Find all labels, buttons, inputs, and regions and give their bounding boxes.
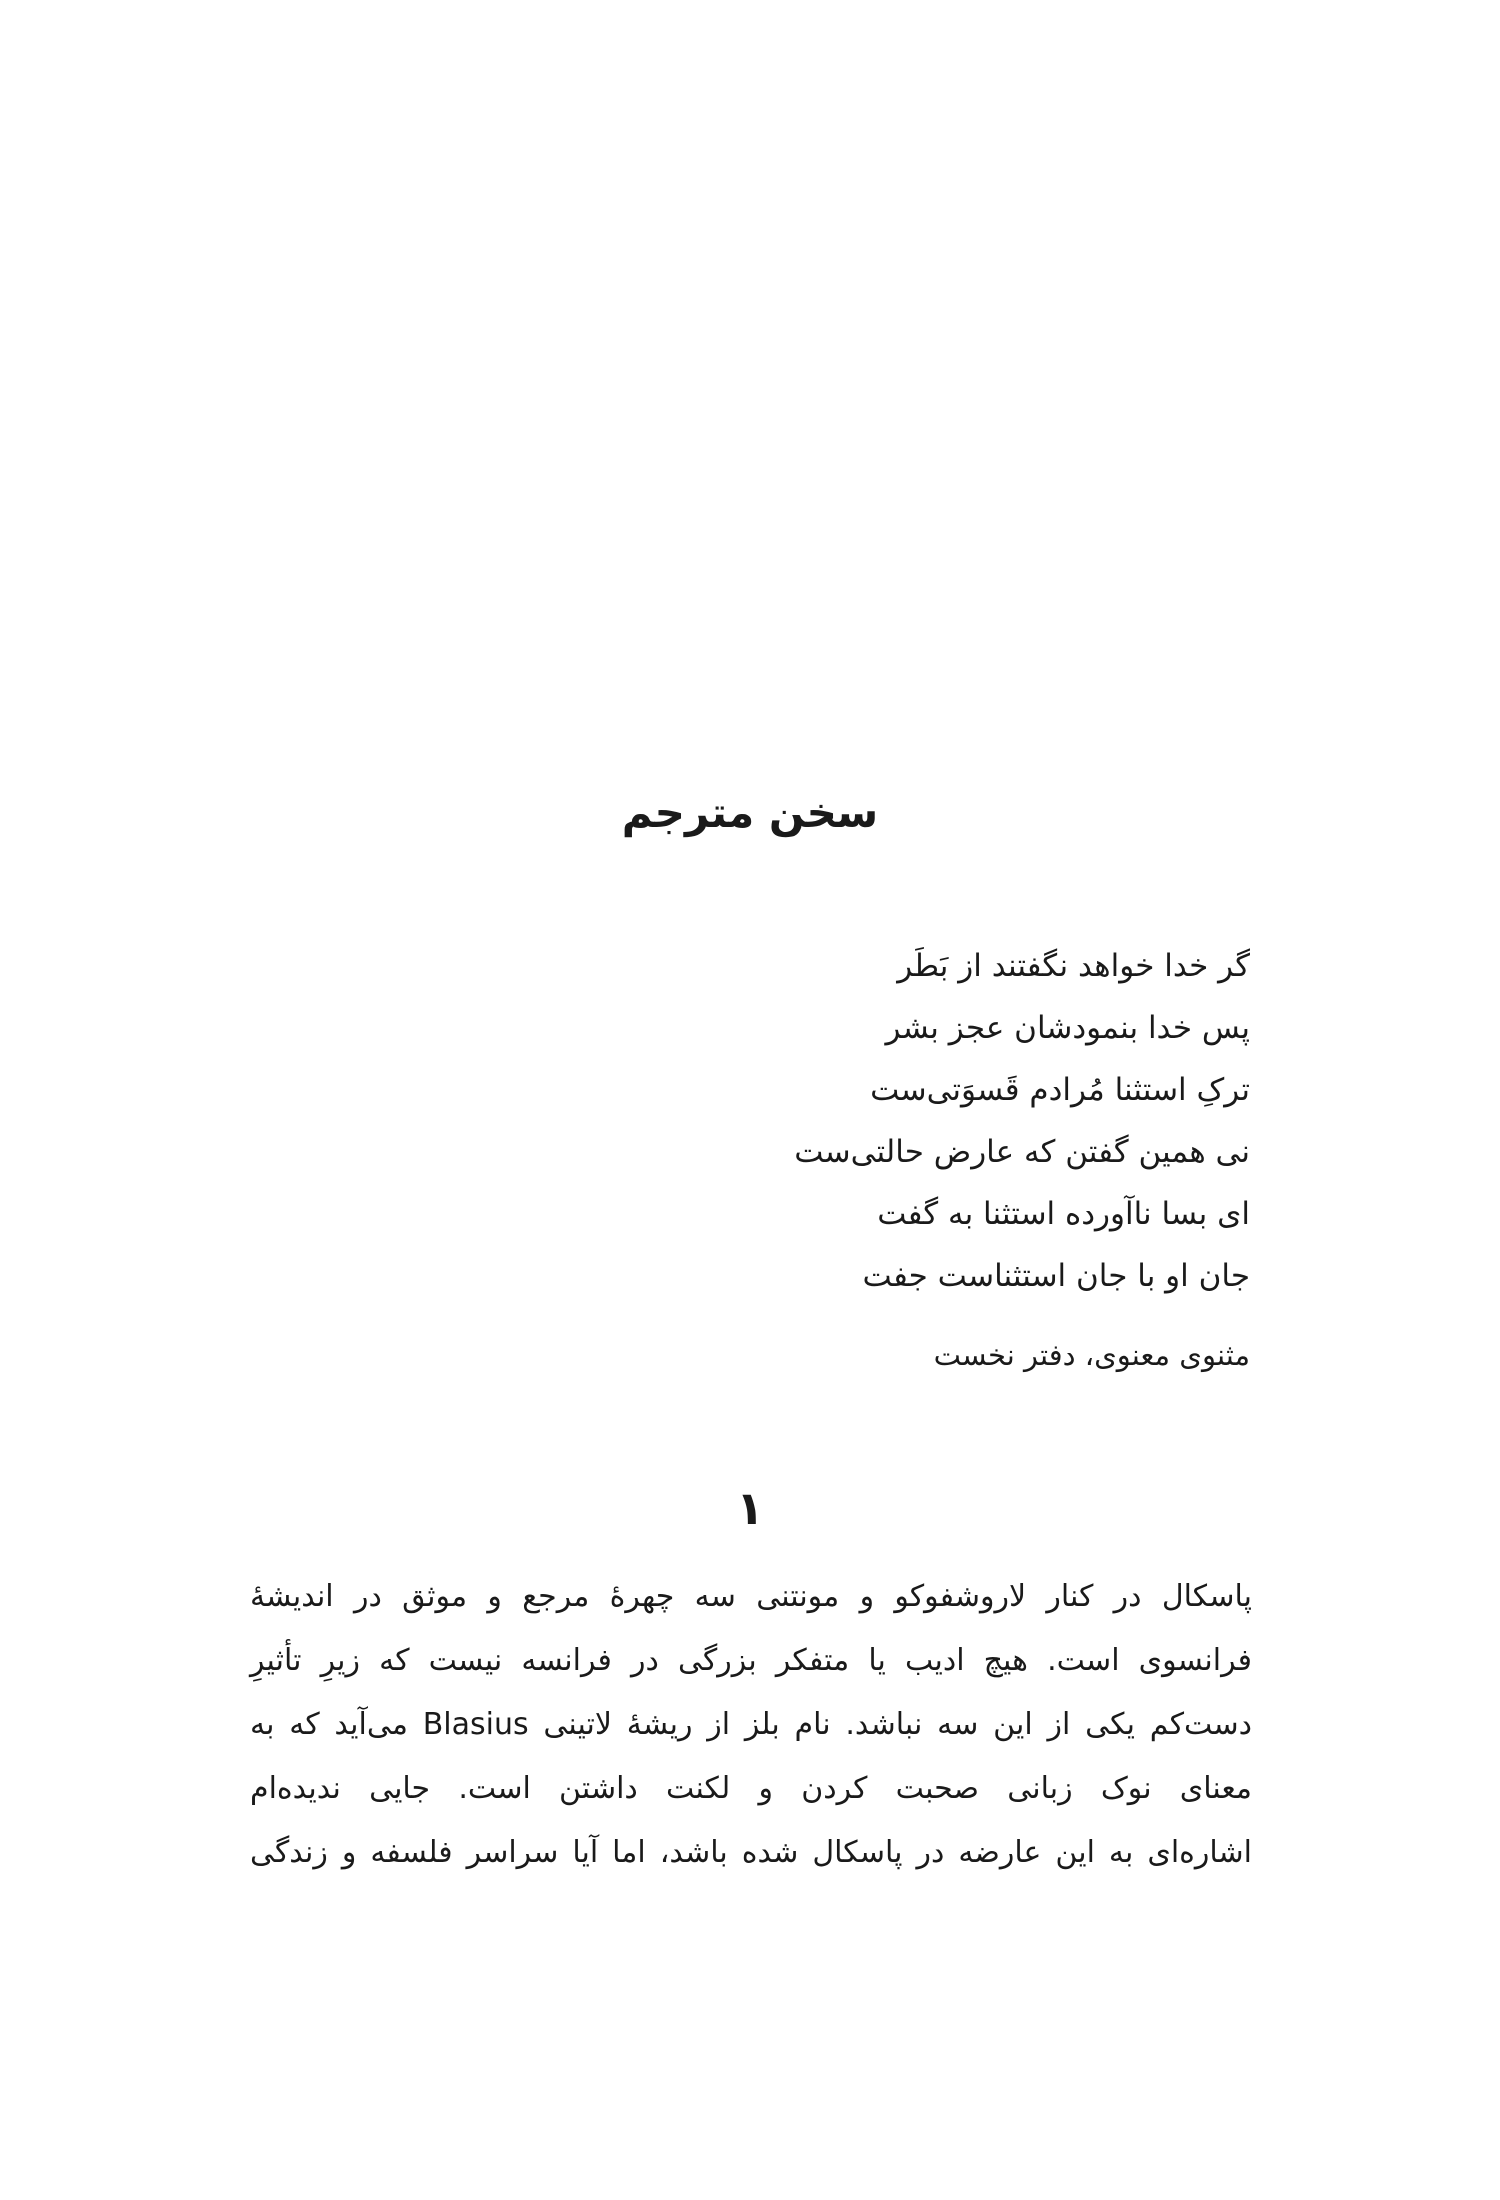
poem-line: ترکِ استثنا مُرادم قَسوَتی‌ست xyxy=(870,1072,1250,1108)
poem-attribution: مثنوی معنوی، دفتر نخست xyxy=(933,1338,1250,1372)
body-line: پاسکال در کنار لاروشفوکو و مونتنی سه چهرهٔ مرجع و موثق در اندیشهٔ xyxy=(250,1579,1252,1614)
poem-line: نی همین گفتن که عارض حالتی‌ست xyxy=(794,1134,1250,1170)
body-line: فرانسوی است. هیچ ادیب یا متفکر بزرگی در فرانسه نیست که زیرِ تأثیرِ xyxy=(250,1643,1252,1678)
poem-line: جان او با جان استثناست جفت xyxy=(862,1258,1250,1294)
section-number: ۱ xyxy=(735,1481,765,1535)
body-line: اشاره‌ای به این عارضه در پاسکال شده باشد، اما آیا سراسر فلسفه و زندگی xyxy=(250,1835,1252,1870)
body-line: دست‌کم یکی از این سه نباشد. نام بلز از ریشهٔ لاتینی Blasius می‌آید که به xyxy=(250,1707,1252,1742)
poem-line: پس خدا بنمودشان عجز بشر xyxy=(885,1010,1250,1046)
poem-line: ای بسا ناآورده استثنا به گفت xyxy=(877,1196,1250,1232)
body-line: معنای نوک زبانی صحبت کردن و لکنت داشتن است. جایی ندیده‌ام xyxy=(250,1771,1252,1806)
poem-line: گر خدا خواهد نگفتند از بَطَر xyxy=(897,948,1250,984)
section-body xyxy=(250,1565,1252,1885)
poem-epigraph xyxy=(600,935,1250,1307)
page-title: سخن مترجم xyxy=(621,788,879,837)
